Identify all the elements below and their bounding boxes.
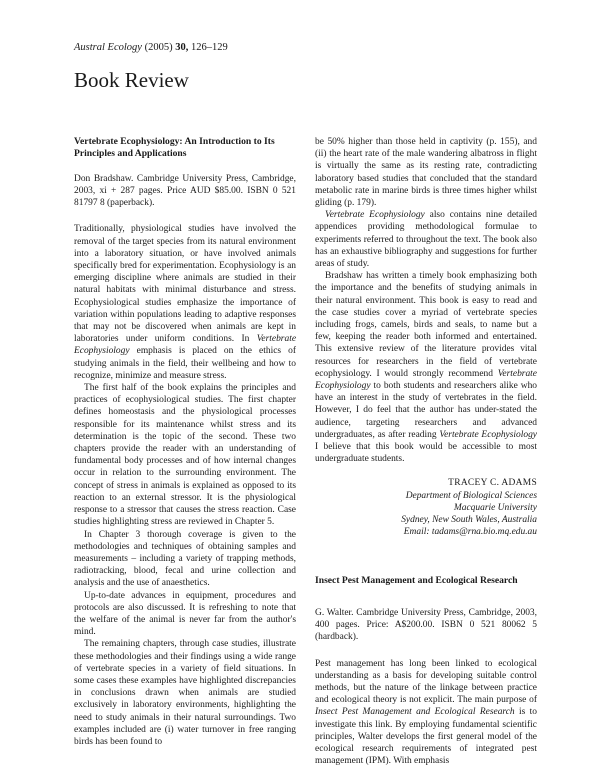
review1-paragraph-6: Vertebrate Ecophysiology also contains nine detailed appendices providing methodological formulae to experiments referred to throughout the text. The book also has an exhaustive bibliography and suggestions for further areas of study. [315,210,538,270]
review2-bibliography: G. Walter. Cambridge University Press, Cambridge, 2003, 400 pages. Price: A$200.00. ISBN 0 521 80062 5 (hardback). [315,607,537,643]
reviewer-department: Department of Biological Sciences [405,490,537,501]
review1-paragraph-2: The first half of the book explains the principles and practices of ecophysiological studies. The first chapter defines homeostasis and the physiological processes responsible for its maintenance whilst stress and its determination is the topic of the second. These two chapters provide the reader with an understanding of fundamental body processes and of how internal changes occur in relation to the surrounding environment. The concept of stress in animals is explained as opposed to its reaction to an external stressor. It is the physiological response to a stressor that causes the stress reaction. Case studies highlighting stress are reviewed in Chapter 5. [74,383,296,528]
review2-paragraph-1: Pest management has long been linked to ecological understanding as a basis for developing suitable control methods, but the nature of the linkage between practice and ecological theory is not explicit. The main purpose of Insect Pest Management and Ecological Research is to investigate this link. By employing fundamental scientific principles, Walter develops the first general model of the ecological research requirements of integrated pest management (IPM). With emphasis [315,658,538,767]
journal-pages: 126–129 [190,42,228,53]
review1-paragraph-3: In Chapter 3 thorough coverage is given to the methodologies and techniques of obtaining samples and measurements – including a variety of trapping methods, radiotracking, blood, fecal and urine collection and analysis and the use of anaesthetics. [74,529,296,589]
book-title-italic: Vertebrate Ecophysiology [74,334,297,357]
reviewer-university: Macquarie University [453,502,537,513]
reviewer-signature [315,477,537,538]
right-column [315,136,537,767]
review1-title: Vertebrate Ecophysiology: An Introduction to Its Principles and Applications [74,136,275,160]
journal-volume: 30, [175,42,189,53]
section-title: Book Review [74,68,189,92]
review1-paragraph-1: Traditionally, physiological studies have involved the removal of the target species from its natural environment into a laboratory situation, or have involved animals specifically bred for experimentation. Ecophysiology is an emerging discipline where animals are studied in their natural habitats with minimal disturbance and stress. Ecophysiological studies emphasize the importance of variation within populations leading to adaptive responses that may not be discovered when animals are kept in laboratories under uniform conditions. In Vertebrate Ecophysiology emphasis is placed on the ethics of studying animals in the field, their wellbeing and how to recognize, minimize and measure stress. [74,224,297,381]
review1-paragraph-5-continued: be 50% higher than those held in captivity (p. 155), and (ii) the heart rate of the male wandering albatross in flight is virtually the same as its resting rate, contradicting laboratory based studies that concluded that the standard metabolic rate in marine birds is three times higher whilst gliding (p. 179). [315,137,537,209]
review1-paragraph-7: Bradshaw has written a timely book emphasizing both the importance and the benefits of studying animals in their natural environment. This book is easy to read and the case studies cover a myriad of vertebrate species including frogs, camels, birds and seals, to name but a few, keeping the reader both informed and entertained. This extensive review of the literature provides vital resources for researchers in the field of vertebrate ecophysiology. I would strongly recommend Vertebrate Ecophysiology to both students and researchers alike who have an interest in the study of vertebrates in the field. However, I do feel that the author has under-stated the audience, targeting researchers and advanced undergraduates, as after reading Vertebrate Ecophysiology I believe that this book would be accessible to most undergraduate students. [315,271,538,465]
review1-bibliography: Don Bradshaw. Cambridge University Press, Cambridge, 2003, xi + 287 pages. Price AUD $85.00. ISBN 0 521 81797 8 (paperback). [74,173,296,209]
reviewer-city: Sydney, New South Wales, Australia [401,515,537,526]
left-column [74,136,296,748]
reviewer-name: TRACEY C. ADAMS [448,478,537,489]
review2-title: Insect Pest Management and Ecological Research [315,574,518,586]
running-head [74,42,228,53]
review1-paragraph-5: The remaining chapters, through case studies, illustrate these methodologies and their findings using a wide range of vertebrate species in a variety of field situations. In some cases these examples have highlighted discrepancies in conclusions drawn when animals are studied exclusively in laboratory environments, highlighting the need to study animals in their natural surroundings. Two examples included are (i) water turnover in free ranging birds has been found to [74,639,296,747]
journal-name: Austral Ecology [74,42,142,53]
journal-year: (2005) [144,42,173,53]
review1-paragraph-4: Up-to-date advances in equipment, procedures and protocols are also discussed. It is refreshing to note that the welfare of the animal is never far from the author's mind. [74,590,296,638]
reviewer-email: Email: tadams@rna.bio.mq.edu.au [403,527,537,538]
